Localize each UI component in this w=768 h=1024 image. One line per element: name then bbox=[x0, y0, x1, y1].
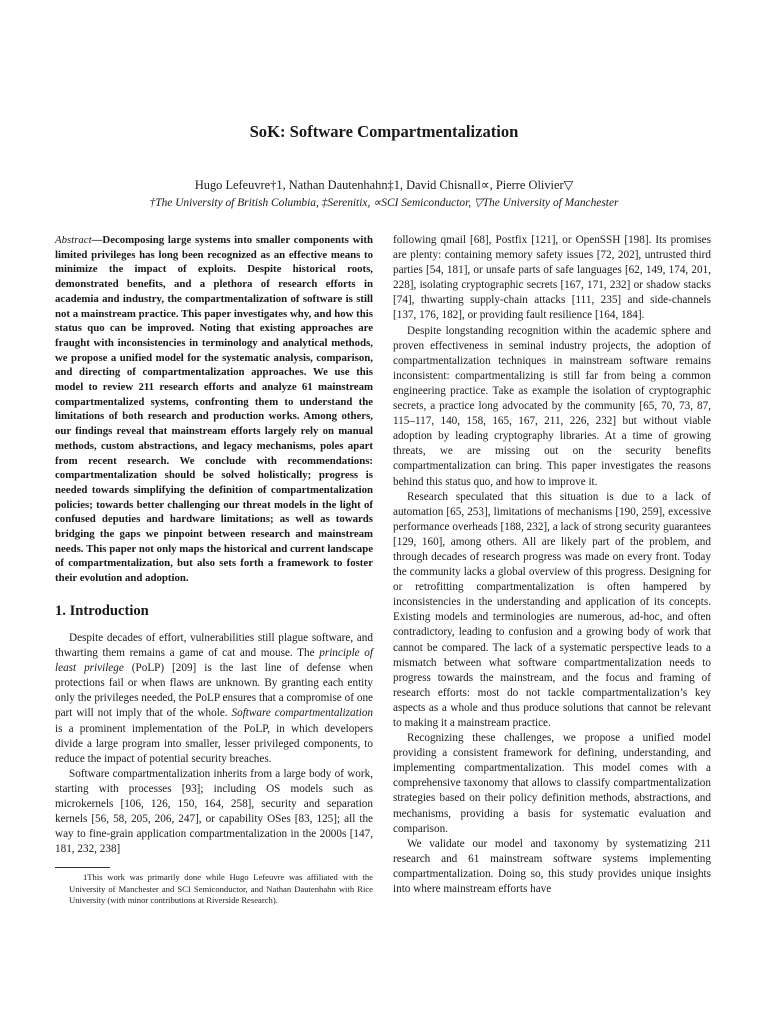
left-column bbox=[55, 233, 373, 907]
right-paragraph-3: Research speculated that this situation is due to a lack of automation [65, 253], limitations of mechanisms [190, 259], excessive performance overheads [188, 232], a lack of strong security guarantees [129, 160], among others. All are likely part of the problem, and through decades of research progress was made on every front. Today the community lacks a global overview of this progress. Designing for or retrofitting compartmentalization is often hampered by inconsistencies in the understanding and application of its concepts. Existing models and terminologies are numerous, ad-hoc, and often contradictory, leading to confusion and a growing body of work that cannot be compared. The lack of a systematic perspective leads to a mismatch between what software compartmentalization needs to progress towards the mainstream, and the focus and framing of research efforts: most do not tackle compartmentalization’s key aspects as a whole and thus produce solutions that cannot be relevant to making it a mainstream practice. bbox=[393, 490, 711, 729]
abstract-text: —Decomposing large systems into smaller components with limited privileges has long been recognized as an effective means to minimize the impact of exploits. Despite historical roots, demonstrated benefits, and a plethora of research efforts in academia and industry, the compartmentalization of software is still not a mainstream practice. This paper investigates why, and how this status quo can be improved. Noting that existing approaches are fraught with inconsistencies in terminology and analytical methods, we propose a unified model for the systematic analysis, comparison, and directing of compartmentalization approaches. We use this model to review 211 research efforts and analyze 61 mainstream compartmentalized systems, confronting them to understand the limitations of both research and production works. Among others, our findings reveal that mainstream efforts largely rely on manual methods, custom abstractions, and legacy mechanisms, poles apart from recent research. We conclude with recommendations: compartmentalization should be solved holistically; progress is needed towards simplifying the definition of compartmentalization policies; towards better challenging our threat models in the light of confused deputies and hardware limitations; as well as towards bridging the gaps we pinpoint between research and mainstream needs. This paper not only maps the historical and current landscape of compartmentalization, but also sets forth a framework to foster their evolution and adoption. bbox=[55, 234, 373, 585]
term-software-compartmentalization: Software compartmentalization bbox=[231, 707, 374, 720]
abstract bbox=[55, 233, 373, 586]
right-paragraph-5: We validate our model and taxonomy by systematizing 211 research and 61 mainstream software systems implementing compartmentalization. Doing so, this study provides unique insights into where mainstream efforts have bbox=[393, 837, 711, 896]
abstract-label: Abstract bbox=[55, 234, 92, 246]
footnote: 1This work was primarily done while Hugo Lefeuvre was affiliated with the University of Manchester and SCI Semiconductor, and Nathan Dautenhahn with Rice University (with minor contributions at Riverside Research). bbox=[69, 872, 373, 906]
intro-paragraph-2: Software compartmentalization inherits from a large body of work, starting with processes [93]; including OS models such as microkernels [106, 126, 150, 164, 258], security and separation kernels [56, 58, 205, 206, 247], or capability OSes [83, 125]; all the way to fine-grain application compartmentalization in the 2000s [147, 181, 232, 238] bbox=[55, 767, 373, 856]
section-heading-introduction: 1. Introduction bbox=[55, 602, 149, 619]
right-paragraph-1: following qmail [68], Postfix [121], or OpenSSH [198]. Its promises are plenty: containing memory safety issues [72, 202], untrusted third parties [54, 181], or unsafe parts of safe languages [62, 149, 174, 201, 228], isolating cryptographic secrets [167, 171, 232] or shadow stacks [74], thwarting supply-chain attacks [111, 235] and side-channels [137, 176, 182], or providing fault resilience [164, 184]. bbox=[393, 234, 711, 322]
intro-paragraph-1: Despite decades of effort, vulnerabilities still plague software, and thwarting them remains a game of cat and mouse. The principle of least privilege (PoLP) [209] is the last line of defense when protections fail or when flaws are unknown. By granting each entity only the privileges needed, the PoLP ensures that a compromise of one part will not imply that of the whole. Software compartmentalization is a prominent implementation of the PoLP, in which developers divide a large program into smaller, lesser privileged components, to reduce the impact of potential security breaches. bbox=[55, 631, 374, 765]
term-polp: principle of least privilege bbox=[55, 647, 374, 675]
right-paragraph-2: Despite longstanding recognition within the academic sphere and proven effectiveness in seminal industry projects, the adoption of compartmentalization techniques in mainstream software remains inconsistent: compartmentalizing is still far from being a common engineering practice. Take as example the isolation of cryptographic secrets, a practice long advocated by the community [65, 70, 73, 87, 115–117, 140, 158, 165, 167, 211, 226, 232] but without viable adoption by leading cryptography libraries. At a time of growing threats, we are missing out on the security benefits compartmentalization can bring. This paper investigates the reasons behind this status quo, and how to improve it. bbox=[393, 324, 711, 488]
paper-title: SoK: Software Compartmentalization bbox=[249, 122, 519, 141]
author-list: Hugo Lefeuvre†1, Nathan Dautenhahn‡1, David Chisnall∝, Pierre Olivier▽ bbox=[194, 178, 574, 192]
right-paragraph-4: Recognizing these challenges, we propose a unified model providing a consistent framework for defining, understanding, and implementing compartmentalization. This model comes with a comprehensive taxonomy that allows to classify compartmentalization strategies based on their policy definition methods, abstractions, and mechanisms, providing a basis for systematic evaluation and comparison. bbox=[393, 732, 711, 835]
affiliations: †The University of British Columbia, ‡Serenitix, ∝SCI Semiconductor, ▽The University of Manchester bbox=[149, 197, 619, 209]
right-column bbox=[393, 233, 711, 897]
footnote-rule bbox=[55, 867, 110, 868]
